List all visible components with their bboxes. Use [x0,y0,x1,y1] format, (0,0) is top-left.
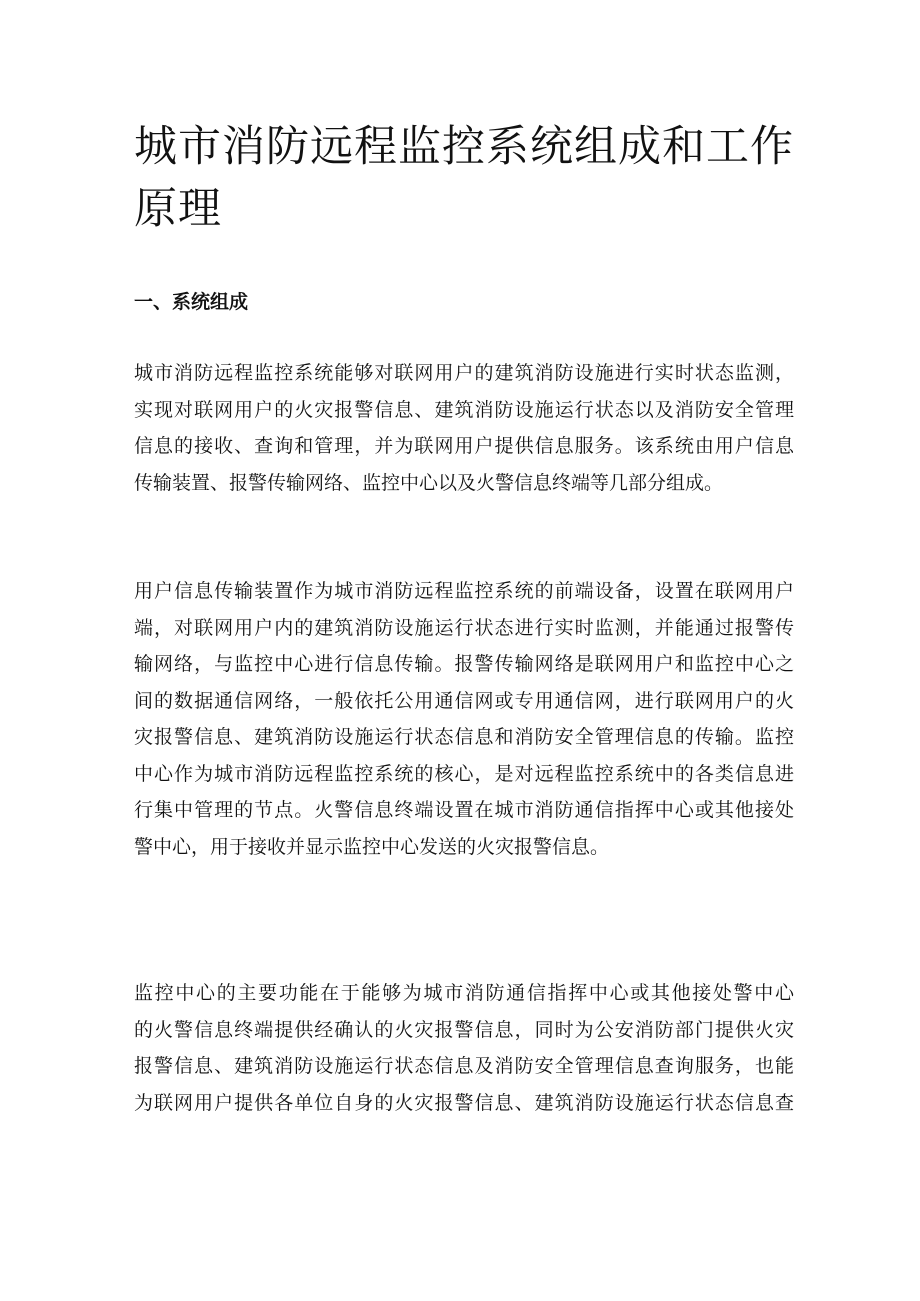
paragraph-line: 为联网用户提供各单位自身的火灾报警信息、建筑消防设施运行状态信息查 [134,1091,794,1114]
paragraph-line: 城市消防远程监控系统能够对联网用户的建筑消防设施进行实时状态监测， [134,362,794,384]
paragraph-3 [134,975,794,1121]
paragraph-line: 报警信息、建筑消防设施运行状态信息及消防安全管理信息查询服务，也能 [134,1055,794,1077]
paragraph-line: 中心作为城市消防远程监控系统的核心，是对远程监控系统中的各类信息进 [134,762,794,785]
paragraph-line: 端，对联网用户内的建筑消防设施运行状态进行实时监测，并能通过报警传 [134,616,794,639]
paragraph-line: 监控中心的主要功能在于能够为城市消防通信指挥中心或其他接处警中心 [134,982,794,1004]
paragraph-2 [134,573,794,865]
paragraph-line: 行集中管理的节点。火警信息终端设置在城市消防通信指挥中心或其他接处 [134,799,794,821]
paragraph-line: 间的数据通信网络，一般依托公用通信网或专用通信网，进行联网用户的火 [134,689,794,712]
section-heading: 一、系统组成 [134,291,249,313]
document-title: 城市消防远程监控系统组成和工作原理 [134,122,794,234]
paragraph-line: 传输装置、报警传输网络、监控中心以及火警信息终端等几部分组成。 [134,471,724,494]
paragraph-1 [134,355,794,501]
paragraph-line: 的火警信息终端提供经确认的火灾报警信息，同时为公安消防部门提供火灾 [134,1018,794,1041]
paragraph-line: 实现对联网用户的火灾报警信息、建筑消防设施运行状态以及消防安全管理 [134,398,794,421]
paragraph-line: 信息的接收、查询和管理，并为联网用户提供信息服务。该系统由用户信息 [134,435,794,457]
paragraph-line: 灾报警信息、建筑消防设施运行状态信息和消防安全管理信息的传输。监控 [134,726,794,748]
paragraph-line: 用户信息传输装置作为城市消防远程监控系统的前端设备，设置在联网用户 [134,580,794,602]
paragraph-line: 警中心，用于接收并显示监控中心发送的火灾报警信息。 [134,835,610,858]
paragraph-line: 输网络，与监控中心进行信息传输。报警传输网络是联网用户和监控中心之 [134,653,794,675]
